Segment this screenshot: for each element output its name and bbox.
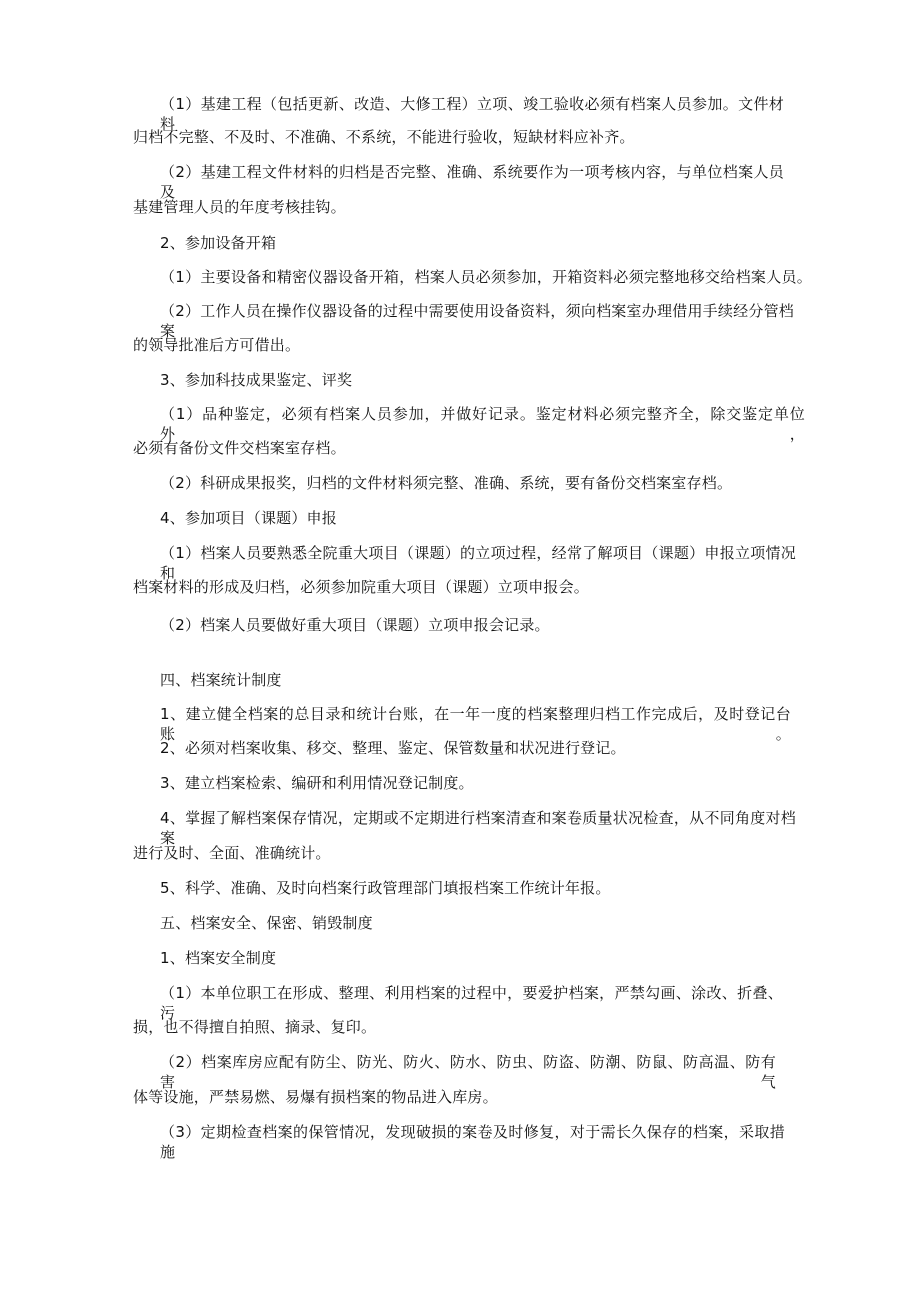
section-heading: 4、参加项目（课题）申报 [160,509,337,527]
paragraph-line: 体等设施，严禁易燃、易爆有损档案的物品进入库房。 [133,1088,498,1106]
paragraph-line: 5、科学、准确、及时向档案行政管理部门填报档案工作统计年报。 [160,879,611,897]
paragraph-line: （2）基建工程文件材料的归档是否完整、准确、系统要作为一项考核内容，与单位档案人员及 [160,163,784,201]
paragraph-line: （2）档案库房应配有防尘、防光、防火、防水、防虫、防盗、防潮、防鼠、防高温、防有害气 [160,1053,776,1091]
paragraph-line: （1）主要设备和精密仪器设备开箱，档案人员必须参加，开箱资料必须完整地移交给档案人员。 [160,268,812,286]
paragraph-line: （2）科研成果报奖，归档的文件材料须完整、准确、系统，要有备份交档案室存档。 [160,474,733,492]
paragraph-line: （3）定期检查档案的保管情况，发现破损的案卷及时修复，对于需长久保存的档案，采取措施 [160,1123,785,1161]
chapter-heading: 四、档案统计制度 [160,671,282,689]
paragraph-line: （1）档案人员要熟悉全院重大项目（课题）的立项过程，经常了解项目（课题）申报立项情况和 [160,544,796,582]
paragraph-line: 基建管理人员的年度考核挂钩。 [133,198,346,216]
section-heading: 3、参加科技成果鉴定、评奖 [160,371,353,389]
paragraph-line: （1）本单位职工在形成、整理、利用档案的过程中，要爱护档案，严禁勾画、涂改、折叠、污 [160,984,783,1022]
paragraph-line: 损，也不得擅自拍照、摘录、复印。 [133,1018,377,1036]
paragraph-line: （2）工作人员在操作仪器设备的过程中需要使用设备资料，须向档案室办理借用手续经分管档案 [160,302,794,340]
paragraph-line: 2、必须对档案收集、移交、整理、鉴定、保管数量和状况进行登记。 [160,739,626,757]
paragraph-line: （2）档案人员要做好重大项目（课题）立项申报会记录。 [160,616,550,634]
paragraph-line: 的领导批准后方可借出。 [133,336,301,354]
paragraph-line: 必须有备份文件交档案室存档。 [133,439,346,457]
paragraph-line: 1、建立健全档案的总目录和统计台账，在一年一度的档案整理归档工作完成后，及时登记台账。 [160,705,791,743]
paragraph-line: （1）基建工程（包括更新、改造、大修工程）立项、竣工验收必须有档案人员参加。文件材料 [160,95,784,133]
paragraph-line: 归档不完整、不及时、不准确、不系统，不能进行验收，短缺材料应补齐。 [133,128,635,146]
chapter-heading: 五、档案安全、保密、销毁制度 [160,914,373,932]
section-heading: 1、档案安全制度 [160,949,277,967]
paragraph-line: 4、掌握了解档案保存情况，定期或不定期进行档案清查和案卷质量状况检查，从不同角度对档案 [160,809,796,847]
section-heading: 2、参加设备开箱 [160,234,277,252]
paragraph-line: 档案材料的形成及归档，必须参加院重大项目（课题）立项申报会。 [133,578,590,596]
paragraph-line: 进行及时、全面、准确统计。 [133,844,331,862]
paragraph-line: （1）品种鉴定，必须有档案人员参加，并做好记录。鉴定材料必须完整齐全，除交鉴定单位外， [160,405,805,443]
paragraph-line: 3、建立档案检索、编研和利用情况登记制度。 [160,774,474,792]
